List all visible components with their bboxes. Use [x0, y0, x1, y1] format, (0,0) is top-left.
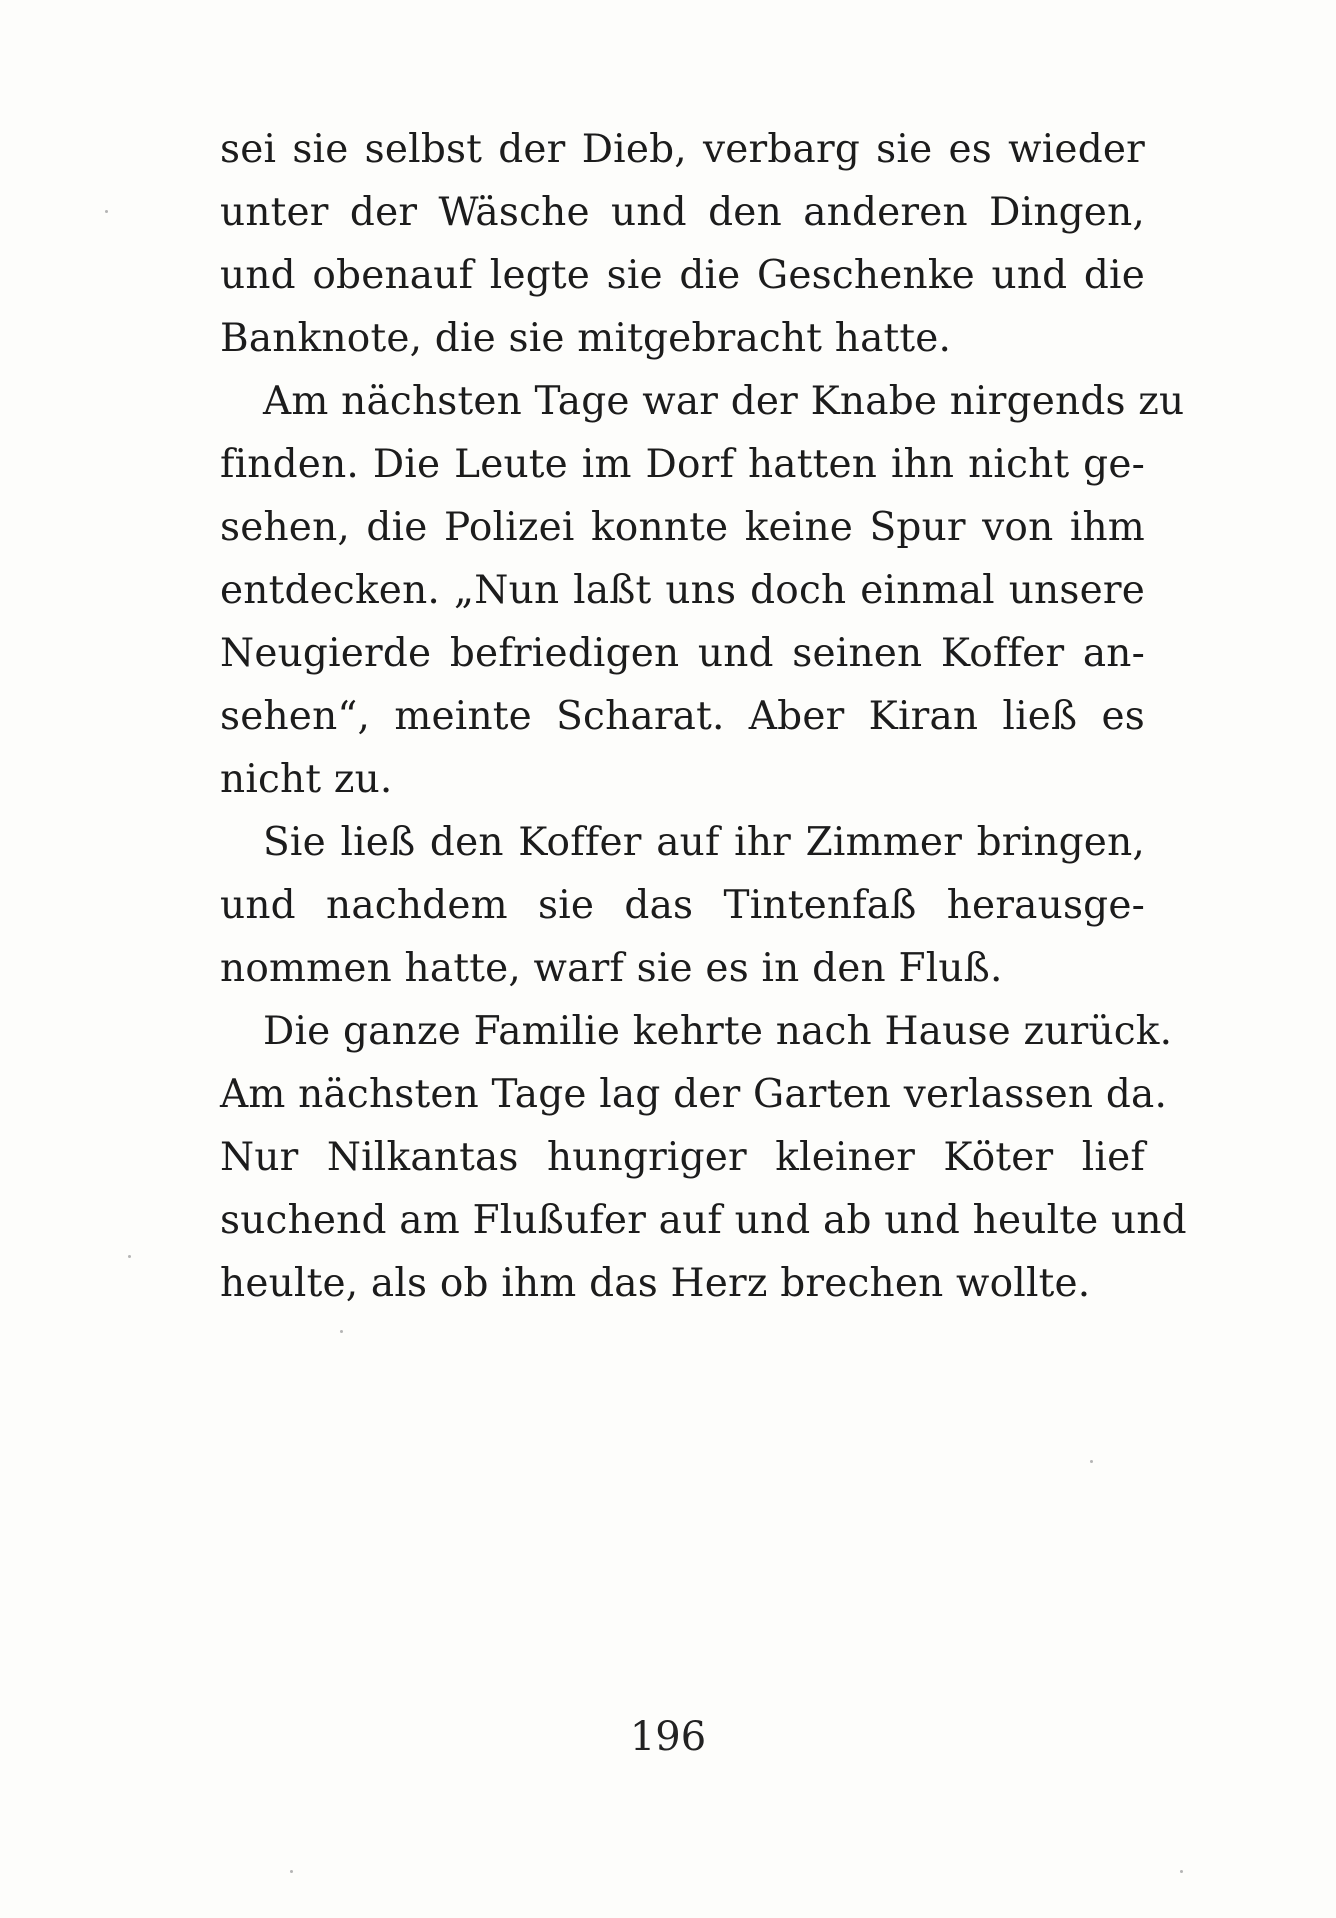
text-line: sehen“, meinte Scharat. Aber Kiran ließ es: [220, 694, 1145, 739]
text-line: und nachdem sie das Tintenfaß herausge-: [220, 883, 1145, 928]
text-line: und obenauf legte sie die Geschenke und die: [220, 253, 1145, 298]
text-line: nicht zu.: [220, 757, 393, 802]
text-line: finden. Die Leute im Dorf hatten ihn nicht ge-: [220, 442, 1145, 487]
text-line: Die ganze Familie kehrte nach Hause zurück.: [263, 1009, 1173, 1054]
paper-speck: [128, 1255, 131, 1258]
paragraph: [220, 811, 1145, 1000]
text-line: Sie ließ den Koffer auf ihr Zimmer bringen,: [263, 820, 1145, 865]
paragraph: [220, 118, 1145, 370]
paragraph: [220, 1000, 1187, 1315]
paper-speck: [1180, 1870, 1183, 1873]
paper-speck: [105, 210, 108, 213]
page-number: 196: [629, 1714, 707, 1760]
text-line: Neugierde befriedigen und seinen Koffer an-: [220, 631, 1145, 676]
body-text: [220, 118, 1187, 1315]
text-line: suchend am Flußufer auf und ab und heulte und: [220, 1198, 1187, 1243]
text-line: sehen, die Polizei konnte keine Spur von ihm: [220, 505, 1145, 550]
text-line: sei sie selbst der Dieb, verbarg sie es wieder: [220, 127, 1145, 172]
text-line: Banknote, die sie mitgebracht hatte.: [220, 316, 952, 361]
paragraph: [220, 370, 1185, 811]
text-line: unter der Wäsche und den anderen Dingen,: [220, 190, 1145, 235]
text-line: entdecken. „Nun laßt uns doch einmal unsere: [220, 568, 1145, 613]
text-line: nommen hatte, warf sie es in den Fluß.: [220, 946, 1003, 991]
text-line: heulte, als ob ihm das Herz brechen wollte.: [220, 1261, 1091, 1306]
paper-speck: [340, 1330, 343, 1333]
paper-speck: [290, 1870, 293, 1873]
paper-speck: [1090, 1460, 1093, 1463]
text-line: Nur Nilkantas hungriger kleiner Köter lief: [220, 1135, 1145, 1180]
text-line: Am nächsten Tage lag der Garten verlassen da.: [220, 1072, 1168, 1117]
text-line: Am nächsten Tage war der Knabe nirgends zu: [263, 379, 1185, 424]
